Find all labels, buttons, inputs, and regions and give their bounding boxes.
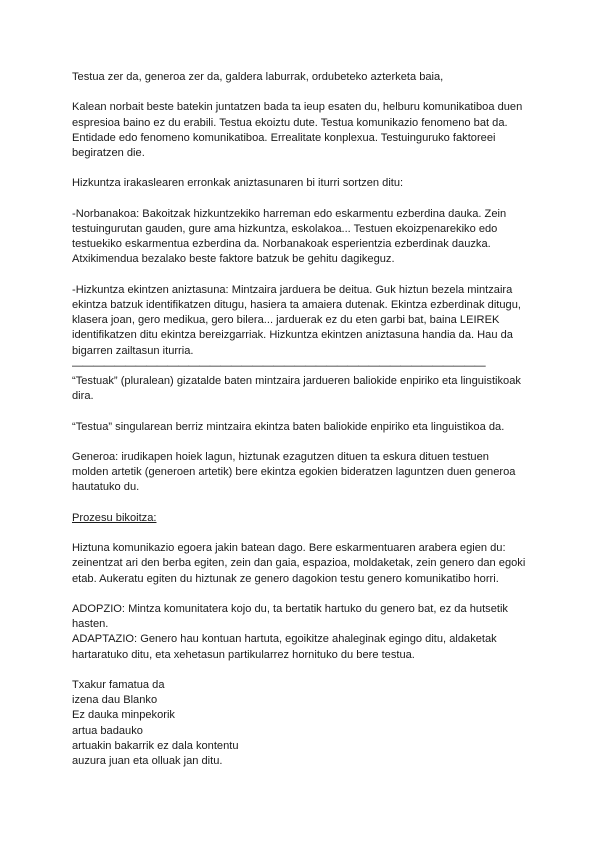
norbanakoa-line: testuekiko eskarmentua ezberdina da. Norbanakoak esperientzia ezberdinak dauzka. xyxy=(72,238,491,251)
testuak-paragraph xyxy=(72,374,542,404)
intro-line: begiratzen die. xyxy=(72,147,145,159)
separator-line: ——————————————————————————————————————— xyxy=(72,359,486,372)
adopzio-line: ADOPZIO: Mintza komunitatera kojo du, ta bertatik hartuko du genero bat, ez da hutsetik xyxy=(72,602,508,615)
ekintzen-line: identifikatzen ditu ekintza bereizgarriak. Hizkuntza ekintzen aniztasuna handia da. Hau da xyxy=(72,329,513,342)
testua-singular-line: “Testua” singularean berriz mintzaira ekintza baten baliokide enpiriko eta linguistikoa da. xyxy=(72,420,505,433)
generoa-line: Generoa: irudikapen hoiek lagun, hiztunak ezagutzen dituen ta eskura dituen testuen xyxy=(72,450,489,463)
intro-line: Kalean norbait beste batekin juntatzen bada ta ieup esaten du, helburu komunikatiboa duen xyxy=(72,101,523,114)
poem-line: artuakin bakarrik ez dala kontentu xyxy=(72,739,239,752)
intro-line: Entidade edo fenomeno komunikatiboa. Errealitate konplexua. Testuinguruko faktoreei xyxy=(72,131,496,144)
testuak-line: “Testuak” (pluralean) gizatalde baten mintzaira jardueren baliokide enpiriko eta linguistikoak xyxy=(72,375,521,387)
ekintzen-paragraph xyxy=(72,283,542,374)
poem-line: artua badauko xyxy=(72,724,143,737)
generoa-paragraph xyxy=(72,450,542,496)
intro-line: espresioa baino ez du erabili. Testua ekoiztu dute. Testua komunikazio fenomeno bat da. xyxy=(72,116,508,129)
adopzio-paragraph xyxy=(72,602,542,632)
poem xyxy=(72,678,542,769)
poem-line: Txakur famatua da xyxy=(72,678,165,691)
aniztasuna-heading xyxy=(72,176,542,191)
testua-singular-paragraph xyxy=(72,420,542,435)
testuak-line: dira. xyxy=(72,390,94,403)
hiztuna-line: etab. Aukeratu egiten du hiztunak ze genero dagokion testu genero komunikatibo horri. xyxy=(72,572,499,585)
ekintzen-line: bigarren zailtasun iturria. xyxy=(72,344,194,357)
intro-paragraph xyxy=(72,100,542,161)
norbanakoa-line: Atxikimendua bezalako beste faktore batzuk be gehitu dagikeguz. xyxy=(72,253,395,266)
prozesu-heading xyxy=(72,511,542,526)
norbanakoa-line: testuingurutan gauden, gure ama hizkuntza, eskolakoa... Testuen ekoizpenarekiko edo xyxy=(72,222,498,235)
aniztasuna-heading-text: Hizkuntza irakaslearen erronkak aniztasunaren bi iturri sortzen ditu: xyxy=(72,177,404,190)
norbanakoa-line: -Norbanakoa: Bakoitzak hizkuntzekiko harreman edo eskarmentu ezberdina dauka. Zein xyxy=(72,207,507,220)
poem-line: izena dau Blanko xyxy=(72,694,158,707)
adaptazio-line: ADAPTAZIO: Genero hau kontuan hartuta, egoikitze ahaleginak egingo ditu, aldaketak xyxy=(72,633,497,646)
title-line-text: Testua zer da, generoa zer da, galdera laburrak, ordubeteko azterketa baia, xyxy=(72,71,444,83)
adaptazio-line: hartaratuko ditu, eta xehetasun partikularrez hornituko du bere testua. xyxy=(72,648,415,661)
generoa-line: molden artetik (generoen artetik) bere ekintza egokien bideratzen laguntzen duen generoa xyxy=(72,466,516,479)
hiztuna-line: zeinentzat ari den berba egiten, zein dan gaia, espazioa, moldaketak, zein genero dan egoki xyxy=(72,557,526,570)
ekintzen-line: ekintza batzuk identifikatzen ditugu, hasiera ta amaiera dutenak. Ekintza ezberdinak ditugu, xyxy=(72,298,521,311)
poem-line: Ez dauka minpekorik xyxy=(72,709,175,722)
ekintzen-line: -Hizkuntza ekintzen aniztasuna: Mintzaira jarduera be deitua. Guk hiztun bezela mintzaira xyxy=(72,283,513,296)
document-page xyxy=(72,70,542,784)
hiztuna-line: Hiztuna komunikazio egoera jakin batean dago. Bere eskarmentuaren arabera egien du: xyxy=(72,542,506,555)
norbanakoa-paragraph xyxy=(72,207,542,268)
ekintzen-line: klasera joan, gero medikua, gero bilera... jarduerak ez du eten garbi bat, baina LEIREK xyxy=(72,314,500,327)
title-line xyxy=(72,70,542,85)
prozesu-heading-text: Prozesu bikoitza: xyxy=(72,511,157,524)
poem-line: auzura juan eta olluak jan ditu. xyxy=(72,754,223,767)
generoa-line: hautatuko du. xyxy=(72,481,140,494)
adopzio-line: hasten. xyxy=(72,618,109,631)
adaptazio-paragraph xyxy=(72,632,542,662)
hiztuna-paragraph xyxy=(72,541,542,587)
